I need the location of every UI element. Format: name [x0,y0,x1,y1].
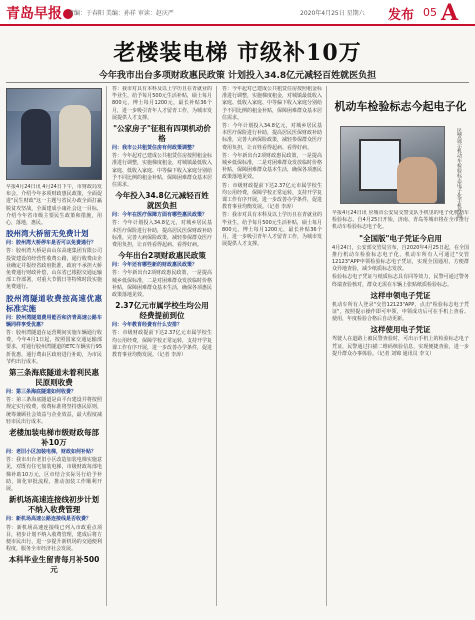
article-column-mid-b [222,86,322,610]
answer: 答：第三条海底隧道是由平台建设并将按照规定实行收费，收费标准将坚持惠民原则，统筹兼顾社会效益与企业效益，最大程度减轻市民出行成本。 [6,397,102,425]
article-column-mid-a [112,86,212,610]
answer: 答：今年计划投入34.8亿元，对城乡居民基本医疗保险进行补助，提高居民医保财政补助标准，完善大病保险政策，减轻参保群众医疗费用负担，让百姓看得起病、看得好病。 [112,220,212,249]
issue-date: 2020年4月25日 星期六 [300,10,365,17]
article-column-right [332,210,469,610]
answer: 答：新机场高速连接线已列入市政重点项目，初步计划不纳入收费管理，建成后将方便市民出行，进一步提升新机场的交通便利程度，服务全市经济社会发展。 [6,524,102,553]
answer: 答：今年起对已建成公共租赁住房按照租金标准进行调整，实施梯度租金，对城镇最低收入家庭、低收入家庭、中等偏下收入家庭分别给予不同比例的租金补贴，保障困难群众基本居住需求。 [112,153,212,189]
answer: 答：我市对具有本科及以上学历且在青就业的毕业生，给予每月500元生活补贴，硕士每月800元，博士每月1200元，最长补贴36个月，进一步吸引青年人才留青工作，为城市发展提供人才支撑。 [112,86,212,121]
officer-phone-photo [340,126,445,204]
question: 问：第三条海底隧道如何收费？ [6,389,77,396]
article-intro: 早报4月24日讯 4月24日下午，市财政局发布会，介绍今年多项财政惠民政策，全面促进"民生财政"这一主题与省民办政全面打赢脱贫攻坚战，全面建成小康社会这一目标，介绍今年省市级主要民生政策和措施，用心，落地，惠民。 [6,184,102,227]
question: 问：新机场高速公路连接线是否收费？ [6,516,92,523]
editor-credits: 责编：于春阳 美编：孙祥 审读：赵庆严 [68,10,174,17]
main-headline: 老楼装电梯 市级补10万 [113,40,362,66]
subhead-graduates: 本科毕业生留青每月补500元 [8,555,100,575]
question: 问：今年在医疗保障方面有哪些惠民政策？ [112,212,208,219]
masthead [0,0,475,26]
answer: 答：我市出台老旧小区改造加装电梯实施意见，对既有住宅加装电梯，市级财政每部电梯补助10万元，区市结合实际另行给予补助，简化审批流程，推动加装工作顺利开展。 [6,457,102,493]
article-column-left [6,184,102,610]
subhead-bridge: 胶州湾大桥留无免费计划 [6,229,89,239]
question: 问：老旧小区加装电梯，财政如何补贴？ [6,449,97,456]
answer: 答：今年计划投入34.8亿元，对城乡居民基本医疗保险进行补助，提高居民医保财政补助标准，完善大病保险政策，减轻参保群众医疗费用负担，让百姓看得起病、看得好病。 [222,123,322,151]
main-subhead: 今年我市出台多项财政惠民政策 计划投入34.8亿元减轻百姓就医负担 [98,71,377,81]
subhead-education: 2.37亿元市属学校生均公用经费提前到位 [115,301,209,321]
subhead-tunnel: 胶州湾隧道收费按高速优惠标准实施 [6,293,102,313]
subhead-new-policies: 今年出台2项财政惠民政策 [118,251,206,261]
column-divider [326,86,327,606]
answer: 答：今年新出台2项财政惠民政策，一是提高城乡低保标准，二是对困难群众发放临时价格补贴，保障困难群众基本生活，确保各项惠民政策落地见效。 [222,152,322,181]
divider [6,82,469,83]
question: 问：我市公共租赁住房有何政策调整？ [112,145,198,152]
answer: 答：胶州湾大桥是由山东高速集团有限公司投资建设的经营性收费公路，通行收费由企业确定并报经省政府批准，政府不承担大桥免费通行财政补偿，山东省已根据交通运输部工作部署，对重大节假日等特殊时段实施免费通行。 [6,248,102,291]
page-number: 05 [423,6,437,19]
newspaper-logo: 青岛早报 [6,3,73,23]
answer: 答：市级财政提前下达2.37亿元市属学校生均公用经费，保障学校正常运转，支持开学复课工作有序开展，进一步改善办学条件，促进教育事业均衡发展。（记者 李涛） [112,330,212,359]
answer: 答：胶州湾隧道在运营期间实施车辆通行收费，今年4月1日起，按照国家交通运输部要求，对通行胶州湾隧道的ETC车辆实行95折优惠，通行费由区政府进行补助，为市民节约出行成本。 [6,330,102,365]
page-letter: A [441,0,459,26]
press-conference-photo [6,88,102,180]
paragraph: 检验标志电子凭证与纸质标志具有同等效力，民警可通过警务终端查验核对，群众无需在车辆上张贴纸质检验标志。 [332,274,469,288]
right-article-headline: 机动车检验标志今起电子化 [334,100,467,113]
question: 问：今年教育经费有什么安排？ [112,322,183,329]
question: 问：胶州湾大桥停车是否可以免费通行？ [6,240,97,247]
subhead-national: "全国版"电子凭证今启用 [359,233,442,243]
subhead-elevator: 老楼加装电梯市级财政每部补10万 [9,428,99,448]
subhead-use: 这样使用电子凭证 [370,325,431,335]
article-intro: 早报4月24日讯 应城市公安局交警支队手机里的电子化机动车检验标志。自4月25日开始，济南、青岛等城市将在全市推行机动车检验标志电子化。 [332,210,469,231]
subhead-apply: 这样申领电子凭证 [370,290,431,300]
answer: 答：市级财政提前下达2.37亿元市属学校生均公用经费，保障学校正常运转，支持开学复课工作有序开展，进一步改善办学条件，促进教育事业均衡发展。（记者 李涛） [222,182,322,211]
paragraph: 4月24日，公安部交管局宣布，自2020年4月25日起，在全国推行机动车检验标志电子化，机动车所有人可通过"交管12123"APP申领检验标志电子凭证，实现全国通用，方便群众异地查验，减少纸质标志发放。 [332,244,469,273]
photo-caption: 民警展示机动车检验标志电子化手机界面 [456,128,462,218]
answer: 答：今年起对已建成公共租赁住房按照租金标准进行调整，实施梯度租金，对城镇最低收入家庭、低收入家庭、中等偏下收入家庭分别给予不同比例的租金补贴，保障困难群众基本居住需求。 [222,86,322,121]
question: 问：胶州湾隧道费用能否和济青高速公路车辆同样享受优惠？ [6,314,102,328]
paragraph: 驾驶人在道路上被民警查验时，可出示手机上的检验标志电子凭证，民警通过扫描二维码核验信息，实现便捷查验，进一步提升群众办事体验。（记者 刘锦 通讯员 李文） [332,336,469,357]
subhead-medical: 今年投入34.8亿元减轻百姓就医负担 [115,191,209,211]
section-name: 发布 [388,8,415,23]
question: 问：今年还有哪些新的财政惠民政策？ [112,262,198,269]
answer: 答：今年新出台2项财政惠民政策，一是提高城乡低保标准，二是对困难群众发放临时价格补贴，保障困难群众基本生活，确保各项惠民政策落地见效。 [112,270,212,299]
subhead-third-tunnel: 第三条海底隧道未着利民惠民原则收费 [9,368,99,388]
subhead-airport: 新机场高速连接线初步计划不纳入收费管理 [9,495,99,515]
paragraph: 机动车所有人登录"交管12123"APP，点击"检验标志电子凭证"，按照提示操作即可申领，申领成功后可在手机上查看、使用，年度检验合格后自动更新。 [332,301,469,323]
answer: 答：我市对具有本科及以上学历且在青就业的毕业生，给予每月500元生活补贴，硕士每月800元，博士每月1200元，最长补贴36个月，进一步吸引青年人才留青工作，为城市发展提供人才支撑。 [222,212,322,248]
subhead-housing: "公家房子"征租有四项机动价格 [113,124,211,144]
column-divider [216,86,217,606]
column-divider [106,86,107,606]
